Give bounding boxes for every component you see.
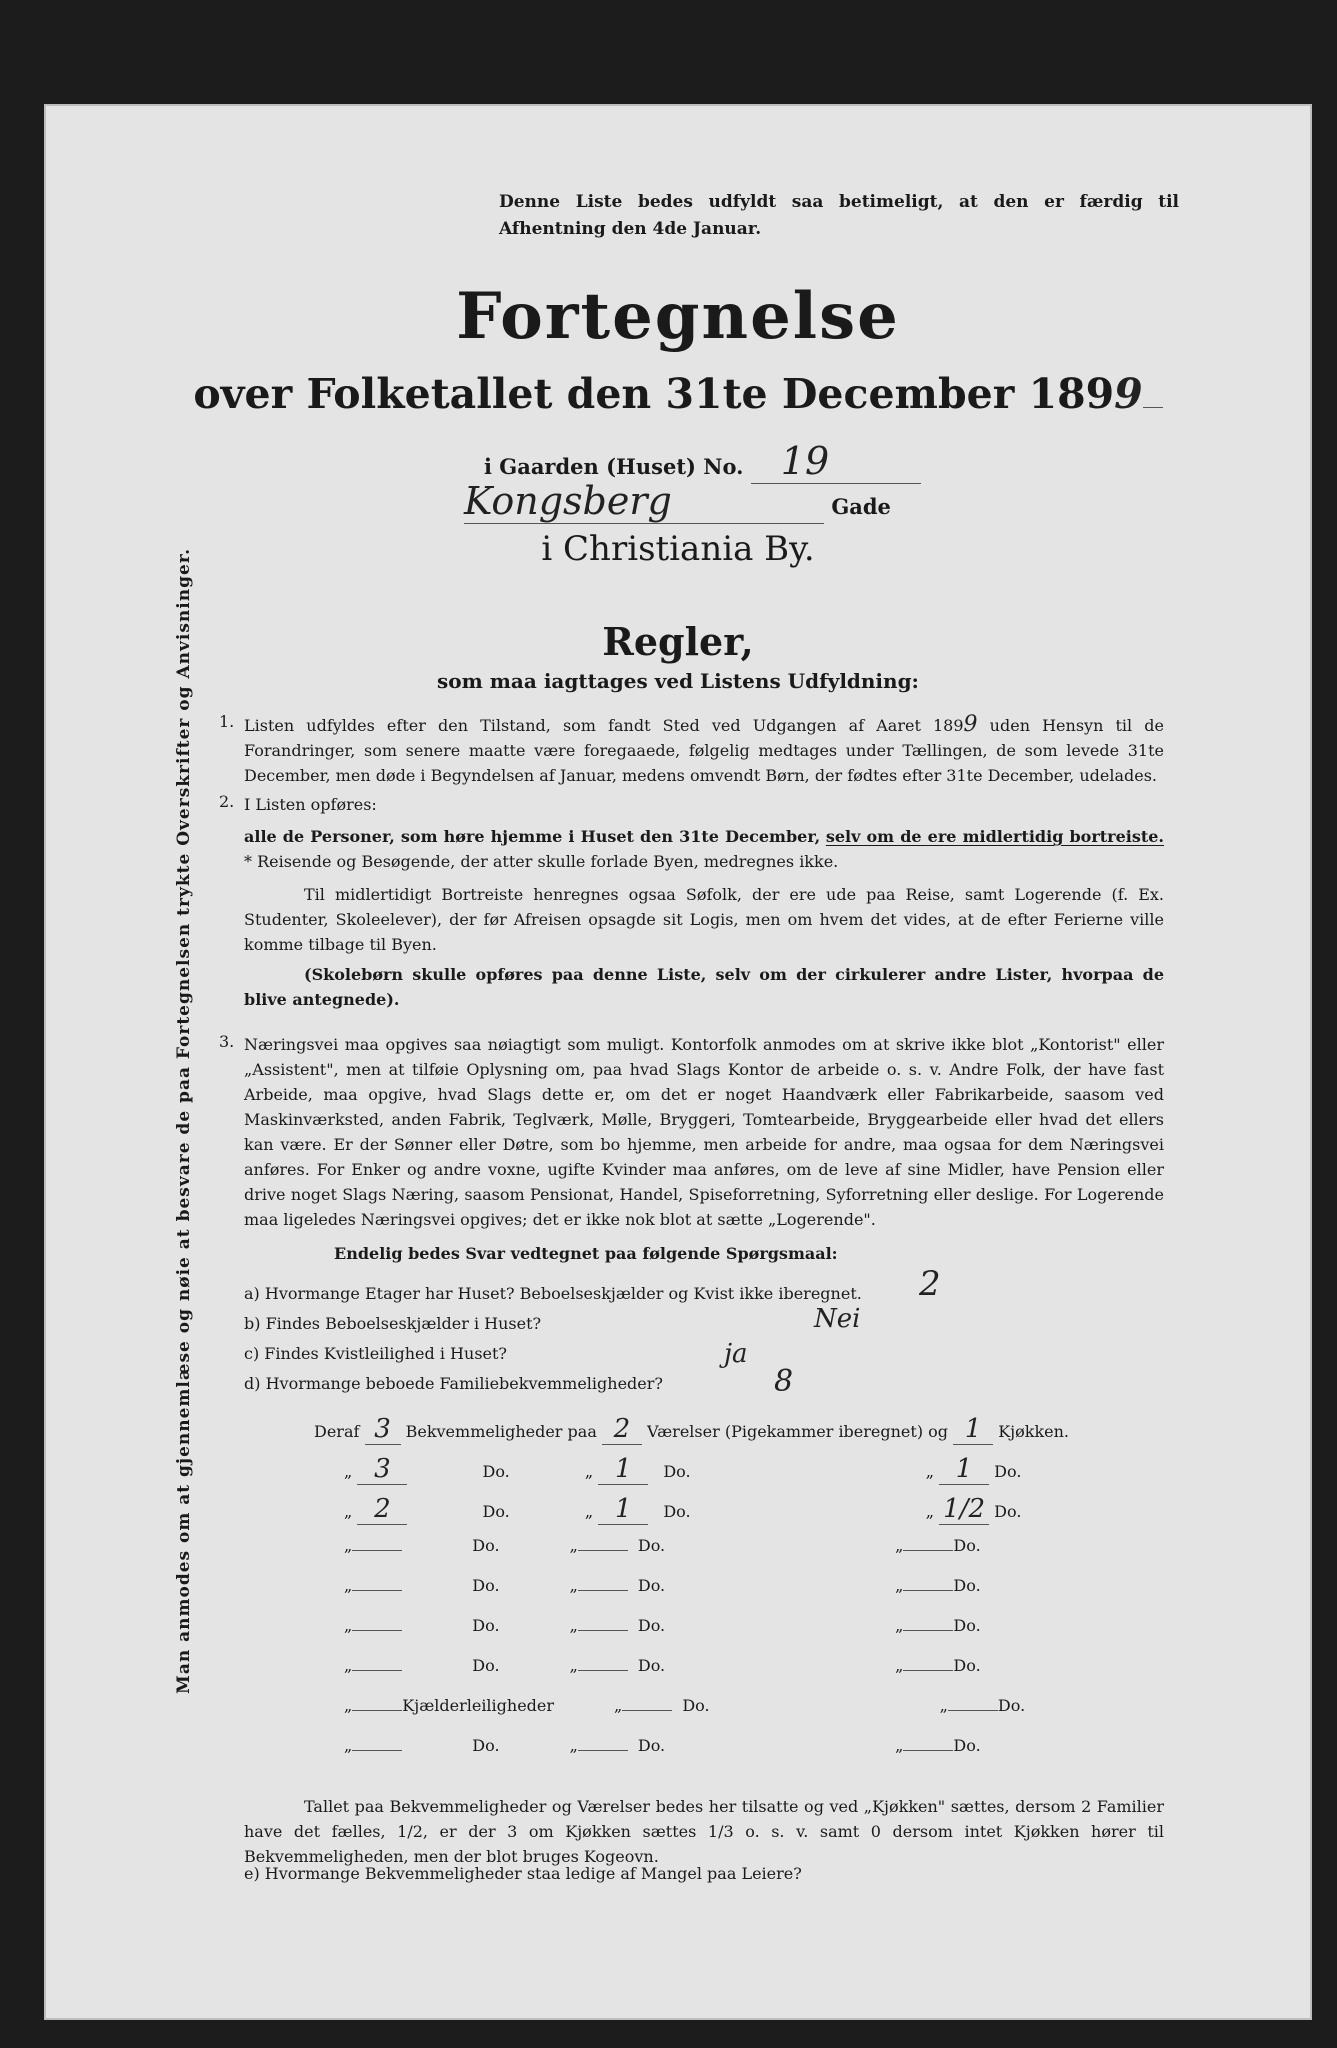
do-text: Do. xyxy=(953,1736,981,1755)
rule-3-number: 3. xyxy=(219,1032,235,1051)
do-text: Do. xyxy=(953,1616,981,1635)
deraf-count: 3 xyxy=(365,1414,401,1445)
rule-2-underlined: selv om de ere midlertidig bortreiste. xyxy=(825,827,1165,846)
do-text: Do. xyxy=(953,1656,981,1675)
do-text: Do. xyxy=(637,1736,666,1755)
quote-mark: „ xyxy=(895,1576,904,1595)
row-2-kitchen: 1/2 xyxy=(939,1494,989,1525)
blank-rooms xyxy=(578,1550,628,1551)
bekv-label: Bekvemmeligheder paa xyxy=(405,1422,597,1441)
blank-kitchen xyxy=(903,1670,953,1671)
rule-2-heading: I Listen opføres: xyxy=(244,795,377,814)
quote-mark: „ xyxy=(569,1576,578,1595)
blank-count xyxy=(352,1670,402,1671)
do-text: Do. xyxy=(953,1536,981,1555)
blank-count xyxy=(352,1630,402,1631)
question-d: d) Hvormange beboede Familiebekvemmeligheder? xyxy=(244,1374,663,1393)
question-c-answer: ja xyxy=(724,1339,748,1369)
blank-kitchen xyxy=(903,1630,953,1631)
question-e: e) Hvormange Bekvemmeligheder staa ledige af Mangel paa Leiere? xyxy=(244,1864,802,1883)
quote-mark: „ xyxy=(344,1736,353,1755)
rule-2-text-a: alle de Personer, som høre hjemme i Huset den 31te December, xyxy=(244,827,821,846)
blank-count xyxy=(352,1590,402,1591)
do-text: Do. xyxy=(472,1616,500,1635)
question-a: a) Hvormange Etager har Huset? Beboelseskjælder og Kvist ikke iberegnet. xyxy=(244,1284,862,1303)
gade-line xyxy=(464,479,891,524)
blank-rooms xyxy=(578,1630,628,1631)
quote-mark: „ xyxy=(895,1536,904,1555)
city-line: i Christiania By. xyxy=(541,529,815,569)
quote-mark: „ xyxy=(344,1616,353,1635)
census-form-sheet xyxy=(44,104,1312,2020)
questions-intro: Endelig bedes Svar vedtegnet paa følgende Spørgsmaal: xyxy=(334,1244,838,1263)
row-2-count: 2 xyxy=(357,1494,407,1525)
quote-mark: „ xyxy=(895,1616,904,1635)
rule-1-text-b: uden Hensyn til de Forandringer, som senere maatte være foregaaede, følgelig medtages under Tællingen, de som levede 31te December, men døde i Begyndelsen af Januar, medens omvendt Børn, der fødtes efter 31te December, udelades. xyxy=(244,716,1164,785)
do-row-1: „ 3 Do. „ 1 Do. „ 1 Do. xyxy=(344,1454,1022,1484)
empty-do-row xyxy=(344,1736,1064,1776)
rule-2-text-b: * Reisende og Besøgende, der atter skulle forlade Byen, medregnes ikke. xyxy=(244,852,839,871)
blank-rooms xyxy=(578,1750,628,1751)
do-text: Do. xyxy=(997,1696,1026,1715)
row-1-rooms: 1 xyxy=(598,1454,648,1485)
subtitle-text: over Folketallet den 31te December 189 xyxy=(193,370,1115,418)
blank-count xyxy=(352,1750,402,1751)
regler-subtitle: som maa iagttages ved Listens Udfyldning: xyxy=(437,669,919,693)
do-text: Do. xyxy=(953,1576,981,1595)
kjaelder-label: Kjælderleiligheder xyxy=(402,1696,555,1715)
empty-do-row xyxy=(344,1656,1064,1696)
quote-mark: „ xyxy=(895,1656,904,1675)
deraf-label: Deraf xyxy=(314,1422,360,1441)
empty-do-rows xyxy=(344,1536,1064,1776)
quote-mark: „ xyxy=(344,1696,353,1715)
empty-do-row xyxy=(344,1576,1064,1616)
empty-do-row xyxy=(344,1696,1064,1736)
rule-3-text: Næringsvei maa opgives saa nøiagtigt som muligt. Kontorfolk anmodes om at skrive ikke blot „Kontorist" eller „Assistent", men at tilføie Oplysning om, paa hvad Slags Kontor de arbeide o. s. v. Andre Folk, der have fast Arbeide, maa opgive, hvad Slags dette er, om det er noget Haandværk eller Fabrikarbeide, saasom ved Maskinværksted, anden Fabrik, Teglværk, Mølle, Bryggeri, Tomtearbeide, Bryggearbeide eller hvad det ellers kan være. Er der Sønner eller Døtre, som bo hjemme, men arbeide for andre, maa ogsaa for dem Næringsvei anføres. For Enker og andre voxne, ugifte Kvinder maa anføres, om de leve af sine Midler, have Pension eller drive noget Slags Næring, saasom Pensionat, Handel, Spiseforretning, Syforretning eller deslige. For Logerende maa ligeledes Næringsvei opgives; det er ikke nok blot at sætte „Logerende". xyxy=(244,1035,1164,1229)
quote-mark: „ xyxy=(895,1736,904,1755)
street-handwritten: Kongsberg xyxy=(464,479,824,524)
quote-mark: „ xyxy=(569,1616,578,1635)
gaard-line xyxy=(484,439,921,484)
form-subtitle xyxy=(44,370,1312,418)
deraf-row-header xyxy=(314,1414,1074,1445)
quote-mark: „ xyxy=(344,1576,353,1595)
quote-mark: „ xyxy=(344,1656,353,1675)
do-text: Do. xyxy=(472,1656,500,1675)
rule-1-handwritten-year: 9 xyxy=(963,712,978,737)
rule-2-paragraph-2: Til midlertidigt Bortreiste henregnes ogsaa Søfolk, der ere ude paa Reise, samt Logerende (f. Ex. Studenter, Skoleelever), der før Afreisen opsagde sit Logis, men om hvem det vides, at de efter Ferierne ville komme tilbage til Byen. xyxy=(244,885,1164,954)
vaer-label: Værelser (Pigekammer iberegnet) og xyxy=(647,1422,949,1441)
blank-kitchen xyxy=(903,1550,953,1551)
rule-2-number: 2. xyxy=(219,792,235,811)
question-b-answer: Nei xyxy=(814,1304,861,1334)
blank-count xyxy=(352,1710,402,1711)
footer-note: Tallet paa Bekvemmeligheder og Værelser bedes her tilsatte og ved „Kjøkken" sættes, dersom 2 Familier have det fælles, 1/2, er der 3 om Kjøkken sættes 1/3 o. s. v. samt 0 dersom intet Kjøkken hører til Bekvemmeligheden, men der blot bruges Kogeovn. xyxy=(244,1797,1164,1866)
do-text: Do. xyxy=(682,1696,710,1715)
do-text: Do. xyxy=(472,1736,500,1755)
deraf-kitchen: 1 xyxy=(953,1414,993,1445)
blank-rooms xyxy=(578,1670,628,1671)
gaard-label: i Gaarden (Huset) No. xyxy=(484,454,744,479)
do-text: Do. xyxy=(637,1576,666,1595)
question-b: b) Findes Beboelseskjælder i Huset? xyxy=(244,1314,542,1333)
gaard-number: 19 xyxy=(751,439,921,484)
quote-mark: „ xyxy=(569,1736,578,1755)
do-text: Do. xyxy=(472,1536,500,1555)
question-c: c) Findes Kvistleilighed i Huset? xyxy=(244,1344,507,1363)
gade-label: Gade xyxy=(831,494,891,519)
kjokken-label: Kjøkken. xyxy=(998,1422,1070,1441)
row-1-kitchen: 1 xyxy=(939,1454,989,1485)
blank-count xyxy=(352,1550,402,1551)
rule-1-number: 1. xyxy=(219,712,235,731)
blank-rooms xyxy=(622,1710,672,1711)
deraf-rooms: 2 xyxy=(602,1414,642,1445)
quote-mark: „ xyxy=(569,1656,578,1675)
do-row-2: „ 2 Do. „ 1 Do. „ 1/2 Do. xyxy=(344,1494,1022,1524)
quote-mark: „ xyxy=(344,1536,353,1555)
blank-kitchen xyxy=(903,1590,953,1591)
blank-rooms xyxy=(578,1590,628,1591)
rule-1-text-a: Listen udfyldes efter den Tilstand, som fandt Sted ved Udgangen af Aaret 189 xyxy=(244,716,964,735)
empty-do-row xyxy=(344,1616,1064,1656)
rule-1-text xyxy=(244,712,1164,788)
header-notice: Denne Liste bedes udfyldt saa betimeligt, at den er færdig til Afhentning den 4de Januar. xyxy=(499,192,1179,239)
blank-kitchen xyxy=(948,1710,998,1711)
blank-kitchen xyxy=(903,1750,953,1751)
regler-title: Regler, xyxy=(602,619,754,664)
year-handwritten: 9 xyxy=(1114,370,1143,418)
do-text: Do. xyxy=(637,1616,666,1635)
row-2-rooms: 1 xyxy=(598,1494,648,1525)
question-a-answer: 2 xyxy=(919,1264,941,1304)
side-instruction: Man anmodes om at gjennemlæse og nøie at besvare de paa Fortegnelsen trykte Overskrifter og Anvisninger. xyxy=(174,547,194,1694)
do-text: Do. xyxy=(637,1656,666,1675)
question-d-answer: 8 xyxy=(774,1364,794,1399)
form-title: Fortegnelse xyxy=(456,279,900,354)
do-text: Do. xyxy=(472,1576,500,1595)
empty-do-row xyxy=(344,1536,1064,1576)
quote-mark: „ xyxy=(569,1536,578,1555)
quote-mark: „ xyxy=(614,1696,623,1715)
row-1-count: 3 xyxy=(357,1454,407,1485)
rule-2-text xyxy=(244,824,1164,874)
rule-2-paragraph-3: (Skolebørn skulle opføres paa denne Liste, selv om der cirkulerer andre Lister, hvorpaa de blive antegnede). xyxy=(244,965,1164,1009)
do-text: Do. xyxy=(637,1536,666,1555)
quote-mark: „ xyxy=(939,1696,948,1715)
